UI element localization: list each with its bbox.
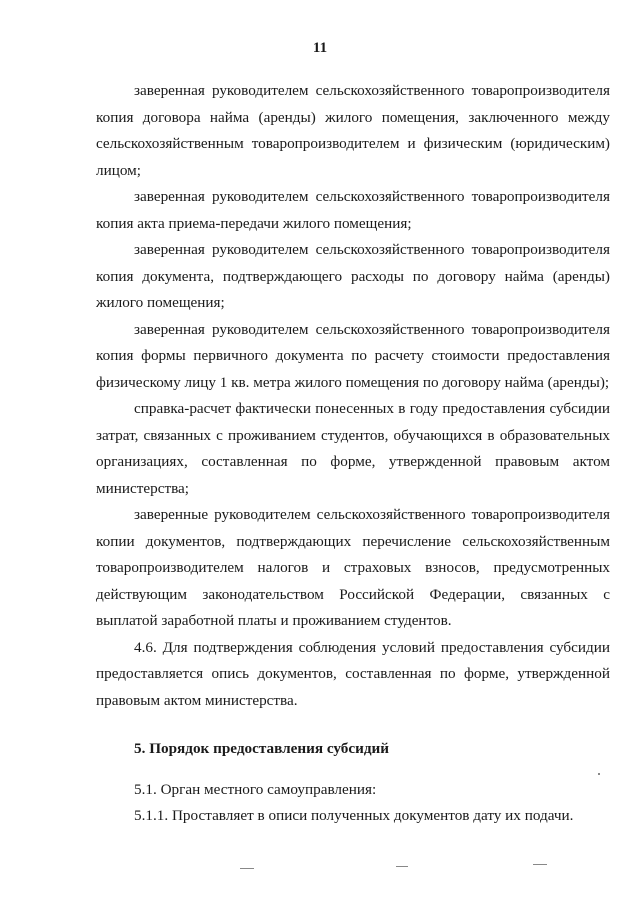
section-heading: 5. Порядок предоставления субсидий: [134, 740, 390, 757]
scan-speck: [396, 866, 408, 867]
spacer: [96, 767, 610, 777]
paragraph-cost-calculation-form: заверенная руководителем сельскохозяйственного товаропроизводителя копия формы первичного документа по расчету стоимости предоставления физическому лицу 1 кв. метра жилого помещения по договору найма (аренды);: [96, 320, 610, 391]
document-body: [96, 78, 610, 830]
paragraph-5-1: 5.1. Орган местного самоуправления:: [134, 780, 377, 798]
paragraph-expenses-document-copy: заверенная руководителем сельскохозяйственного товаропроизводителя копия документа, подтверждающего расходы по договору найма (аренды) жилого помещения;: [96, 241, 610, 311]
scan-speck: [598, 773, 600, 775]
paragraph-tax-payment-documents: заверенные руководителем сельскохозяйственного товаропроизводителя копии документов, подтверждающих перечисление сельскохозяйственным товаропроизводителем налогов и страховых взносов, предусмотренных действующим законодательством Российской Федерации, связанных с выплатой заработной платы и проживанием студентов.: [96, 506, 610, 629]
paragraph-5-1-1: 5.1.1. Проставляет в описи полученных документов дату их подачи.: [134, 807, 574, 824]
scan-speck: [533, 864, 547, 865]
paragraph-4-6: 4.6. Для подтверждения соблюдения условий предоставления субсидии предоставляется опись документов, составленная по форме, утвержденной правовым актом министерства.: [96, 638, 610, 709]
paragraph-acceptance-act-copy: заверенная руководителем сельскохозяйственного товаропроизводителя копия акта приема-передачи жилого помещения;: [96, 188, 610, 232]
paragraph-expense-statement: справка-расчет фактически понесенных в году предоставления субсидии затрат, связанных с проживанием студентов, обучающихся в образовательных организациях, составленная по форме, утвержденной правовым актом министерства;: [96, 400, 610, 497]
paragraph-lease-contract-copy: заверенная руководителем сельскохозяйственного товаропроизводителя копия договора найма (аренды) жилого помещения, заключенного между сельскохозяйственным товаропроизводителем и физическим (юридическим) лицом;: [96, 82, 610, 179]
page-number: 11: [312, 40, 328, 56]
scan-speck: [240, 868, 254, 869]
